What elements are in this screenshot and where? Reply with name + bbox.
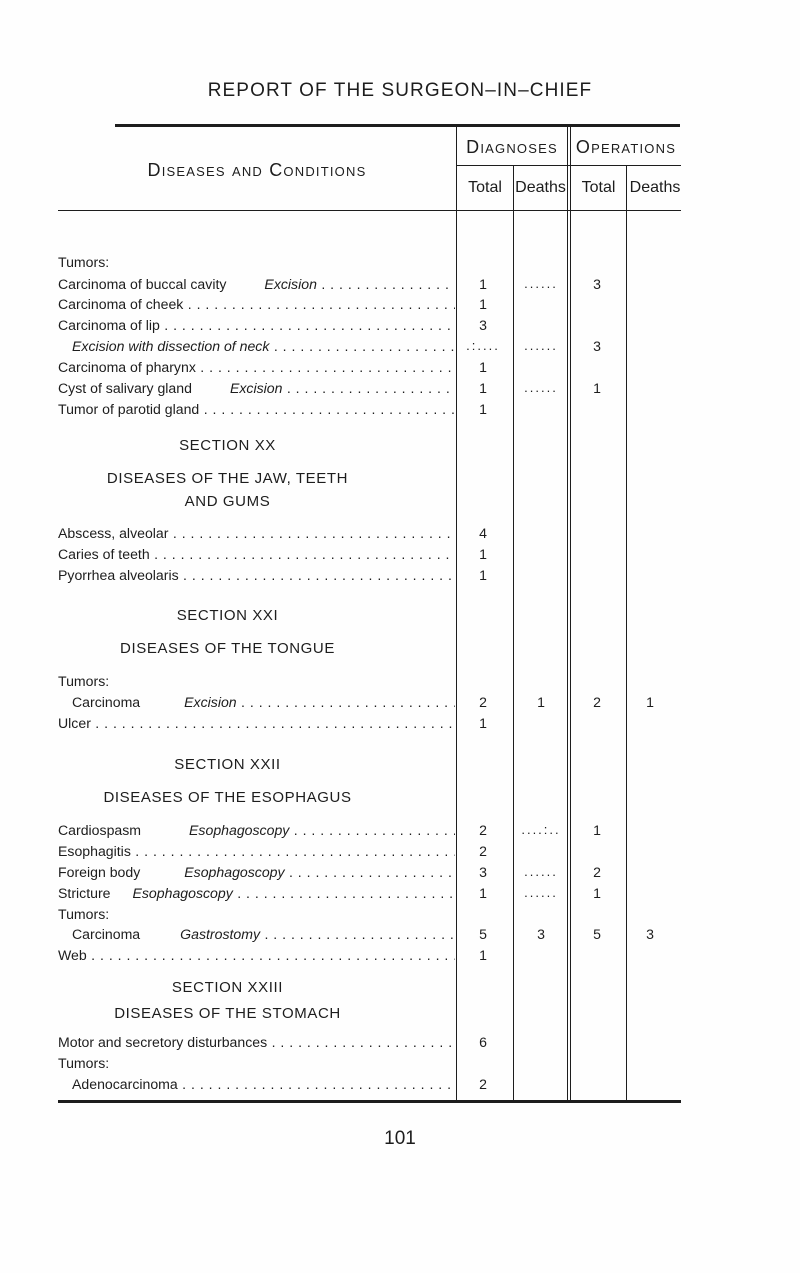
row-name: Cardiospasm xyxy=(58,822,142,838)
table-row xyxy=(0,336,800,356)
row-procedure: Gastrostomy xyxy=(180,926,261,943)
diag-total: 3 xyxy=(479,317,487,334)
page-title: REPORT OF THE SURGEON–IN–CHIEF xyxy=(207,80,593,101)
table-row xyxy=(0,565,800,585)
row-name: Ulcer xyxy=(58,714,91,731)
row-procedure: Esophagoscopy xyxy=(184,863,285,880)
table-row xyxy=(0,274,800,294)
row-label xyxy=(58,883,455,903)
diag-deaths: ...... xyxy=(524,379,558,395)
table-row xyxy=(0,1074,800,1094)
row-label xyxy=(58,252,455,272)
diag-deaths: ...... xyxy=(524,275,558,291)
row-label xyxy=(58,904,455,924)
row-name: Abscess, alveolar xyxy=(58,525,169,542)
table-row xyxy=(0,692,800,712)
row-label xyxy=(58,378,455,398)
op-total: 1 xyxy=(593,822,601,838)
table-top-rule xyxy=(115,124,680,127)
header-diag-total: Total xyxy=(468,179,502,196)
header-diagnoses: Diagnoses xyxy=(466,137,558,157)
row-name: Tumor of parotid gland xyxy=(58,400,200,417)
row-label xyxy=(58,274,455,294)
row-name: Motor and secretory disturbances xyxy=(58,1034,268,1051)
op-total: 3 xyxy=(593,338,601,355)
row-label xyxy=(58,315,455,335)
row-name: Tumors: xyxy=(58,905,110,922)
table-row xyxy=(0,378,800,398)
section-title: DISEASES OF THE JAW, TEETH xyxy=(106,469,349,487)
row-label xyxy=(58,357,455,377)
diag-deaths: ...... xyxy=(524,863,558,879)
row-name: Carcinoma of lip xyxy=(58,317,160,334)
op-total: 2 xyxy=(593,694,601,710)
table-row xyxy=(0,883,800,903)
header-diseases: Diseases and Conditions xyxy=(147,160,367,180)
header-operations: Operations xyxy=(575,137,677,157)
diag-total: 1 xyxy=(479,359,487,376)
row-name: Esophagitis xyxy=(58,842,131,859)
table-row xyxy=(0,294,800,314)
row-label xyxy=(72,1074,455,1094)
row-label xyxy=(58,820,455,840)
row-name: Pyorrhea alveolaris xyxy=(58,566,179,583)
row-procedure: Excision xyxy=(264,275,317,292)
op-total: 5 xyxy=(593,926,601,943)
table-row xyxy=(0,544,800,564)
row-label xyxy=(72,924,455,944)
row-name: Carcinoma of pharynx xyxy=(58,359,196,376)
table-row xyxy=(0,841,800,861)
header-op-deaths: Deaths xyxy=(629,179,681,196)
row-name: Carcinoma of buccal cavity xyxy=(58,275,227,292)
diag-deaths: ...... xyxy=(524,884,558,900)
table-row xyxy=(0,315,800,335)
row-label xyxy=(58,523,455,543)
row-name: Carcinoma of cheek xyxy=(58,296,184,313)
table-row xyxy=(0,945,800,965)
table-row xyxy=(0,671,800,691)
row-label xyxy=(72,692,455,712)
row-name: Carcinoma xyxy=(72,694,141,710)
diag-total: 1 xyxy=(479,546,487,563)
row-label xyxy=(58,671,455,691)
header-bottom-rule xyxy=(58,210,681,211)
diag-deaths: ...... xyxy=(524,338,558,354)
section-title: DISEASES OF THE TONGUE xyxy=(120,639,335,657)
row-name: Tumors: xyxy=(58,673,110,690)
row-label xyxy=(58,841,455,861)
row-name: Carcinoma xyxy=(72,926,141,943)
row-label xyxy=(58,294,455,314)
diag-total: 3 xyxy=(479,863,487,880)
table-row xyxy=(0,252,800,272)
table-row xyxy=(0,523,800,543)
diag-deaths: 3 xyxy=(537,926,545,943)
row-label xyxy=(58,945,455,965)
op-total: 1 xyxy=(593,884,601,901)
diag-deaths: 1 xyxy=(537,694,545,710)
op-total: 2 xyxy=(593,863,601,880)
table-row xyxy=(0,1032,800,1052)
diag-total: 6 xyxy=(479,1034,487,1051)
diag-total: 2 xyxy=(479,694,487,710)
section-number: SECTION XXIII xyxy=(171,979,284,997)
row-label xyxy=(58,862,455,882)
diag-total: 1 xyxy=(479,566,487,583)
table-row xyxy=(0,820,800,840)
row-label xyxy=(72,336,455,356)
table-row xyxy=(0,862,800,882)
diag-deaths: ....:.. xyxy=(521,822,561,837)
table-row xyxy=(0,924,800,944)
diag-total: .:.... xyxy=(466,338,500,354)
section-title: DISEASES OF THE ESOPHAGUS xyxy=(103,789,352,807)
section-title: DISEASES OF THE STOMACH xyxy=(114,1004,341,1022)
row-label xyxy=(58,1053,455,1073)
section-number: SECTION XX xyxy=(179,437,276,455)
row-name: Tumors: xyxy=(58,1055,110,1072)
row-name: Caries of teeth xyxy=(58,546,150,563)
op-total: 3 xyxy=(593,275,601,292)
row-name: Cyst of salivary gland xyxy=(58,379,192,396)
row-label xyxy=(58,544,455,564)
diag-total: 1 xyxy=(479,379,487,396)
op-total: 1 xyxy=(593,379,601,396)
row-name: Foreign body xyxy=(58,863,141,880)
row-procedure: Excision with dissection of neck xyxy=(72,338,270,355)
page-number: 101 xyxy=(384,1128,416,1149)
header-sub-rule xyxy=(457,165,681,166)
diag-total: 1 xyxy=(479,947,487,964)
row-label xyxy=(58,565,455,585)
header-diag-deaths: Deaths xyxy=(515,179,566,196)
table-row xyxy=(0,1053,800,1073)
row-procedure: Esophagoscopy xyxy=(132,884,233,901)
row-procedure: Esophagoscopy xyxy=(189,822,290,838)
diag-total: 1 xyxy=(479,400,487,417)
row-name: Stricture xyxy=(58,884,111,901)
diag-total: 1 xyxy=(479,714,487,731)
op-deaths: 3 xyxy=(646,926,654,943)
row-label xyxy=(58,713,455,733)
diag-total: 1 xyxy=(479,296,487,313)
section-title-line2: AND GUMS xyxy=(184,492,271,510)
table-row xyxy=(0,904,800,924)
diag-total: 2 xyxy=(479,822,487,838)
diag-total: 1 xyxy=(479,275,487,292)
table-row xyxy=(0,713,800,733)
section-number: SECTION XXII xyxy=(174,755,281,773)
row-label xyxy=(58,1032,455,1052)
table-row xyxy=(0,357,800,377)
row-name: Tumors: xyxy=(58,253,110,270)
diag-total: 1 xyxy=(479,884,487,901)
diag-total: 4 xyxy=(479,525,487,542)
diag-total: 5 xyxy=(479,926,487,943)
row-name: Adenocarcinoma xyxy=(72,1076,178,1093)
op-deaths: 1 xyxy=(646,694,654,710)
section-number: SECTION XXI xyxy=(176,607,279,624)
row-procedure: Excision xyxy=(229,379,283,396)
table-bottom-rule xyxy=(58,1100,681,1103)
row-label xyxy=(58,399,455,419)
header-op-total: Total xyxy=(581,179,616,196)
table-row xyxy=(0,399,800,419)
diag-total: 2 xyxy=(479,1076,487,1093)
row-procedure: Excision xyxy=(184,694,237,710)
diag-total: 2 xyxy=(479,842,487,859)
row-name: Web xyxy=(58,947,87,964)
